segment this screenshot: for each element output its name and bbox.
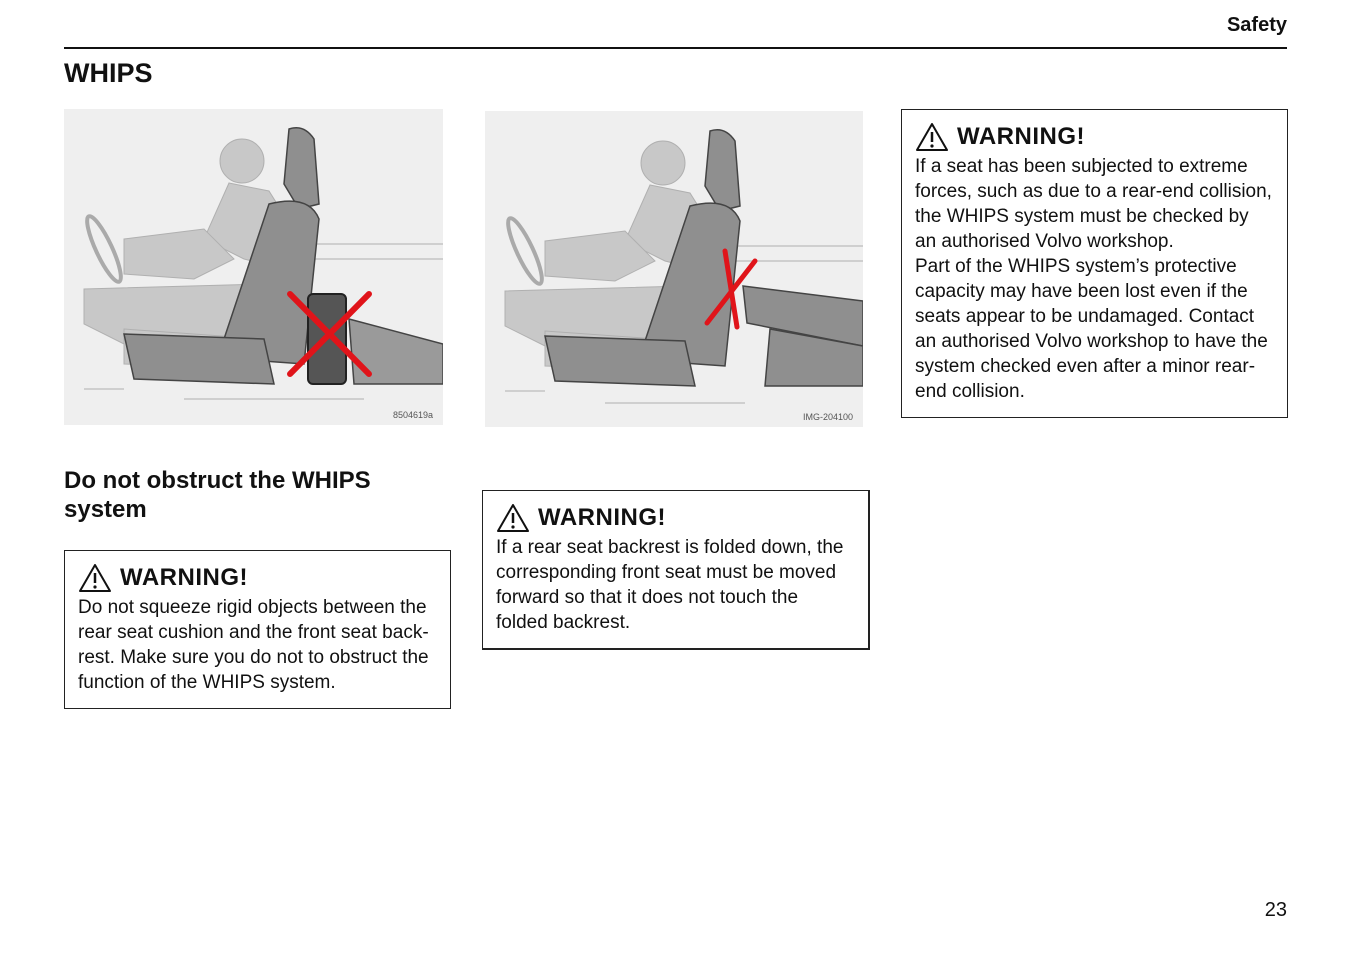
page-number: 23: [1264, 899, 1287, 921]
warning-title: WARNING!: [957, 123, 1085, 150]
figure-rigid-object: [64, 109, 443, 425]
warning-line: rear seat cushion and the front seat back-: [78, 622, 429, 643]
warning-line: an authorised Volvo workshop to have the: [915, 331, 1268, 352]
warning-line: folded backrest.: [496, 612, 631, 633]
warning-triangle-icon: [496, 503, 530, 533]
subheading: Do not obstruct the WHIPS system: [64, 467, 371, 523]
warning-line: an authorised Volvo workshop.: [915, 231, 1174, 252]
warning-box-obstruct: [64, 550, 451, 709]
warning-line: forward so that it does not touch the: [496, 587, 799, 608]
warning-line: end collision.: [915, 381, 1025, 402]
warning-text: [496, 535, 855, 635]
seat-illustration-2: [485, 111, 863, 427]
warning-box-folded-backrest: [482, 490, 870, 650]
warning-line: Part of the WHIPS system’s protective: [915, 256, 1237, 277]
warning-triangle-icon: [915, 122, 949, 152]
warning-line: seats appear to be undamaged. Contact: [915, 306, 1255, 327]
warning-line: forces, such as due to a rear-end collision,: [915, 181, 1272, 202]
warning-line: If a rear seat backrest is folded down, the: [496, 537, 844, 558]
warning-line: If a seat has been subjected to extreme: [915, 156, 1248, 177]
warning-text: [915, 154, 1274, 404]
warning-line: rest. Make sure you do not to obstruct the: [78, 647, 429, 668]
warning-line: capacity may have been lost even if the: [915, 281, 1248, 302]
header-rule: [64, 47, 1287, 49]
figure-code: IMG-204100: [802, 412, 853, 422]
warning-heading: [496, 503, 855, 533]
warning-line: Do not squeeze rigid objects between the: [78, 597, 427, 618]
warning-heading: [78, 563, 437, 593]
warning-box-collision: [901, 109, 1288, 418]
warning-text: [78, 595, 437, 695]
warning-title: WARNING!: [538, 504, 666, 531]
warning-line: corresponding front seat must be moved: [496, 562, 837, 583]
seat-illustration-1: [64, 109, 443, 425]
warning-line: system checked even after a minor rear-: [915, 356, 1256, 377]
warning-triangle-icon: [78, 563, 112, 593]
warning-title: WARNING!: [120, 564, 248, 591]
warning-line: the WHIPS system must be checked by: [915, 206, 1249, 227]
warning-heading: [915, 122, 1274, 152]
section-label: Safety: [1226, 14, 1287, 36]
warning-line: function of the WHIPS system.: [78, 672, 336, 693]
page-title: WHIPS: [64, 58, 153, 88]
figure-code: 8504619a: [392, 410, 433, 420]
figure-folded-backrest: [485, 111, 863, 427]
